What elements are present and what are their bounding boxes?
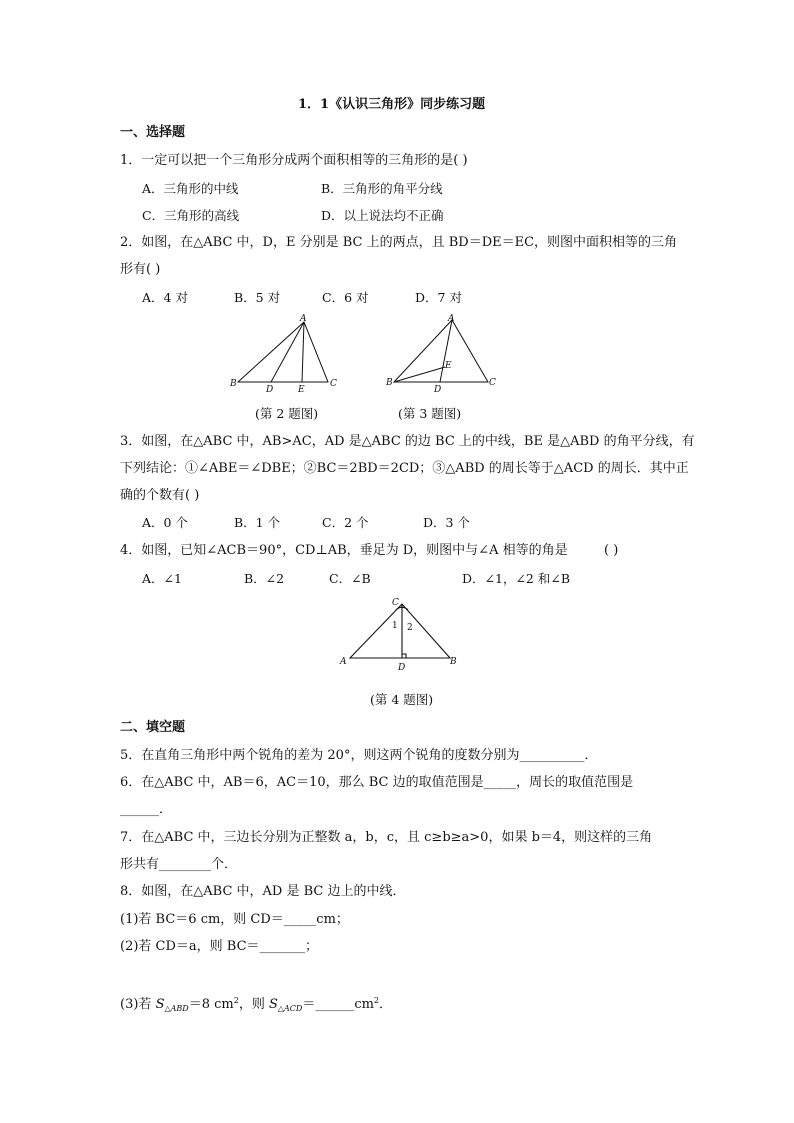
question-4-answer-paren: ( ) [604, 543, 619, 558]
q8p3-subscript-acd: △ACD [277, 1004, 303, 1013]
fig4-label-2: 2 [407, 623, 413, 633]
fig2-label-d: D [266, 385, 274, 394]
fig2-label-b: B [230, 379, 237, 389]
fig2-label-e: E [298, 385, 305, 394]
figure-q2-triangle [228, 314, 346, 394]
q4-option-d: D．∠1，∠2 和∠B [462, 571, 571, 586]
q3-option-a: A．0 个 [142, 515, 188, 530]
section-heading-fill-in: 二、填空题 [120, 720, 186, 735]
question-2-line1: 2．如图，在△ABC 中，D，E 分别是 BC 上的两点，且 BD＝DE＝EC，则图中面积相等的三角 [120, 235, 678, 250]
question-8-part-1: (1)若 BC＝6 cm，则 CD＝_____cm； [120, 912, 349, 927]
fig3-label-d: D [434, 385, 442, 394]
fig4-label-b: B [450, 657, 457, 667]
q2-option-a: A．4 对 [142, 290, 188, 305]
q8p3-subscript-abd: △ABD [164, 1004, 189, 1013]
q1-option-d: D．以上说法均不正确 [321, 208, 444, 223]
question-7-line2: 形共有________个． [120, 857, 238, 872]
q4-option-a: A．∠1 [142, 571, 182, 586]
question-2-line2: 形有( ) [120, 262, 161, 277]
question-8-part-2: (2)若 CD＝a，则 BC＝_______； [120, 939, 319, 954]
q2-option-d: D．7 对 [415, 290, 462, 305]
question-8-stem: 8．如图，在△ABC 中，AD 是 BC 边上的中线． [120, 884, 406, 899]
q4-option-b: B．∠2 [244, 571, 285, 586]
q2-option-c: C．6 对 [322, 290, 369, 305]
q2-option-b: B．5 对 [234, 290, 281, 305]
fig4-label-d: D [398, 663, 406, 673]
q8p3-area-symbol-2: S [268, 997, 278, 1012]
q1-option-a: A．三角形的中线 [142, 181, 239, 196]
figure-2-caption: (第 2 题图) [255, 406, 319, 421]
figure-q3-triangle [382, 312, 500, 394]
fig4-label-1: 1 [392, 621, 398, 631]
figure-4-caption: (第 4 题图) [370, 692, 434, 707]
question-3-line1: 3．如图，在△ABC 中，AB>AC，AD 是△ABC 的边 BC 上的中线，BE 是△ABD 的角平分线，有 [120, 434, 695, 449]
q1-option-c: C．三角形的高线 [142, 208, 240, 223]
question-3-line2: 下列结论：①∠ABE＝∠DBE；②BC＝2BD＝2CD；③△ABD 的周长等于△ACD 的周长．其中正 [120, 461, 689, 476]
question-7-line1: 7．在△ABC 中，三边长分别为正整数 a，b，c，且 c≥b≥a>0，如果 b＝4，则这样的三角 [120, 830, 653, 845]
fig4-label-c: C [392, 598, 399, 608]
figure-3-caption: (第 3 题图) [398, 406, 462, 421]
q3-option-d: D．3 个 [423, 515, 470, 530]
question-3-line3: 确的个数有( ) [120, 488, 200, 503]
figure-q4-right-triangle [336, 594, 466, 674]
question-1-stem: 1．一定可以把一个三角形分成两个面积相等的三角形的是( ) [120, 153, 468, 168]
fig2-label-a: A [300, 314, 307, 324]
q3-option-b: B．1 个 [234, 515, 281, 530]
q8p3-tail: ． [379, 997, 393, 1012]
q1-option-b: B．三角形的角平分线 [321, 181, 443, 196]
q8p3-mid2: ，则 [238, 997, 269, 1012]
section-heading-choice: 一、选择题 [120, 125, 186, 140]
fig4-label-a: A [340, 657, 347, 667]
fig3-label-b: B [386, 378, 393, 388]
q8p3-end: ＝______cm [302, 997, 374, 1012]
fig3-label-c: C [489, 378, 496, 388]
q8p3-prefix: (3)若 [120, 997, 156, 1012]
fig3-label-a: A [448, 314, 455, 324]
question-4-stem: 4．如图，已知∠ACB＝90°，CD⊥AB，垂足为 D，则图中与∠A 相等的角是 [120, 543, 568, 558]
question-8-part-3 [120, 996, 392, 1018]
fig2-label-c: C [330, 379, 337, 389]
question-6-line2: ______． [120, 802, 173, 817]
q8p3-sup-2: 2 [373, 996, 380, 1005]
q8p3-sup-1: 2 [233, 996, 239, 1005]
q3-option-c: C．2 个 [322, 515, 369, 530]
q8p3-mid: ＝8 cm [188, 997, 234, 1012]
fig3-label-e: E [445, 361, 452, 371]
q4-option-c: C．∠B [329, 571, 371, 586]
q8p3-area-symbol-1: S [155, 997, 165, 1012]
question-5: 5．在直角三角形中两个锐角的差为 20°，则这两个锐角的度数分别为__________． [120, 748, 598, 763]
question-6-line1: 6．在△ABC 中，AB＝6，AC＝10，那么 BC 边的取值范围是_____，周长的取值范围是 [120, 775, 634, 790]
page-title: 1．1《认识三角形》同步练习题 [298, 97, 486, 112]
